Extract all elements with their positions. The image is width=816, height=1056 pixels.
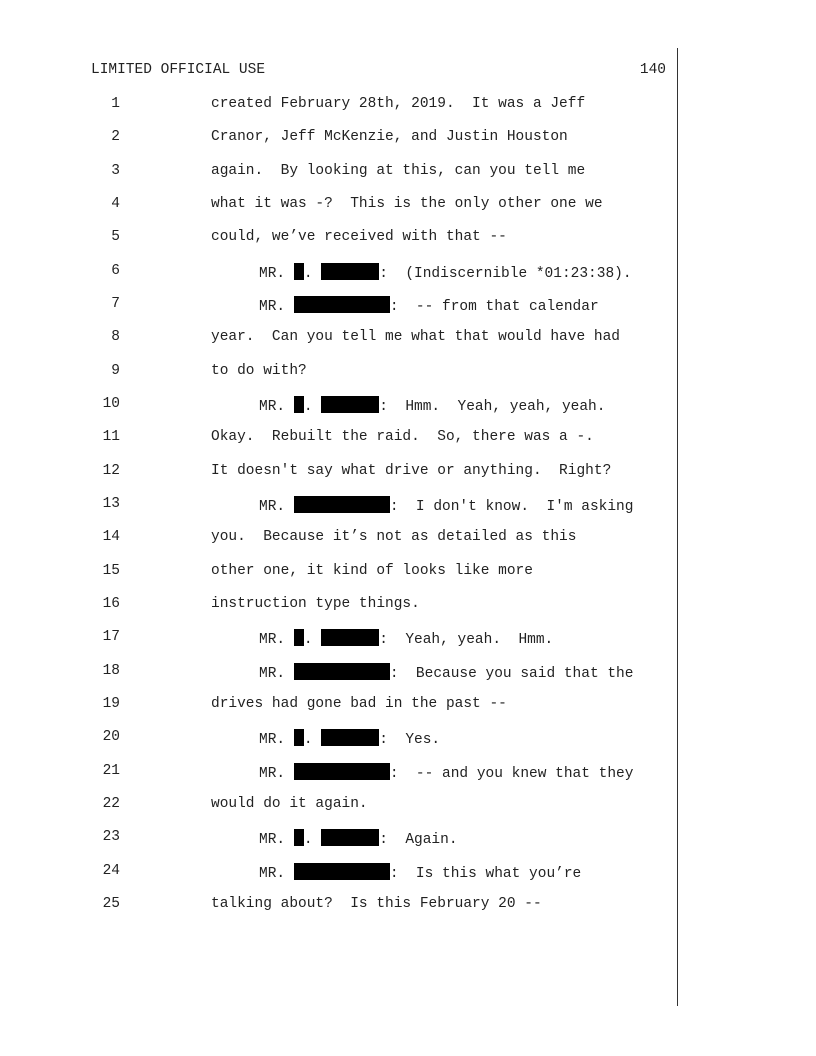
line-text: : Yeah, yeah. Hmm.	[379, 632, 554, 648]
speaker-line	[259, 296, 599, 315]
transcript-line	[0, 463, 677, 485]
line-number: 23	[102, 829, 120, 845]
line-text: what it was -? This is the only other one we	[211, 196, 603, 212]
redaction-block	[294, 296, 390, 313]
line-number: 2	[111, 129, 120, 145]
transcript-line	[0, 296, 677, 318]
redaction-block	[321, 729, 379, 746]
speaker-title: MR.	[259, 632, 286, 648]
page-number: 140	[639, 62, 666, 78]
transcript-line	[0, 363, 677, 385]
line-number: 24	[102, 863, 120, 879]
line-number: 9	[111, 363, 120, 379]
transcript-line	[0, 263, 677, 285]
line-text: to do with?	[211, 363, 307, 379]
line-text: : Yes.	[379, 732, 441, 748]
line-text: : -- and you knew that they	[389, 766, 634, 782]
line-number: 7	[111, 296, 120, 312]
transcript-line	[0, 496, 677, 518]
redaction-block	[294, 829, 304, 846]
line-text: Cranor, Jeff McKenzie, and Justin Houston	[211, 129, 568, 145]
speaker-title: MR.	[259, 499, 286, 515]
redaction-block	[321, 263, 379, 280]
speaker-line	[259, 496, 633, 515]
transcript-line	[0, 96, 677, 118]
transcript-line	[0, 596, 677, 618]
margin-rule	[677, 48, 678, 1006]
line-text: : (Indiscernible *01:23:38).	[379, 266, 632, 282]
transcript-line	[0, 229, 677, 251]
line-number: 4	[111, 196, 120, 212]
line-text: other one, it kind of looks like more	[211, 563, 533, 579]
redaction-block	[321, 629, 379, 646]
line-number: 15	[102, 563, 120, 579]
speaker-line: MR. . : Hmm. Yeah, yeah, yeah.	[259, 396, 605, 415]
line-text: you. Because it’s not as detailed as this	[211, 529, 577, 545]
transcript-line	[0, 629, 677, 651]
line-number: 19	[102, 696, 120, 712]
line-text: : I don't know. I'm asking	[389, 499, 634, 515]
transcript-line	[0, 129, 677, 151]
redaction-block	[321, 396, 379, 413]
line-number: 6	[111, 263, 120, 279]
line-text: again. By looking at this, can you tell me	[211, 163, 586, 179]
line-text: year. Can you tell me what that would have had	[211, 329, 620, 345]
redaction-block	[294, 863, 390, 880]
line-number: 12	[102, 463, 120, 479]
line-number: 5	[111, 229, 120, 245]
speaker-title: MR.	[259, 732, 286, 748]
transcript-line	[0, 329, 677, 351]
line-text: created February 28th, 2019. It was a Jeff	[211, 96, 586, 112]
line-text: It doesn't say what drive or anything. Right?	[211, 463, 612, 479]
transcript-line	[0, 163, 677, 185]
speaker-title: MR.	[259, 766, 286, 782]
line-number: 10	[102, 396, 120, 412]
transcript-line	[0, 196, 677, 218]
speaker-title: MR.	[259, 299, 286, 315]
line-number: 22	[102, 796, 120, 812]
speaker-line	[259, 663, 633, 682]
transcript-line	[0, 796, 677, 818]
line-number: 20	[102, 729, 120, 745]
transcript-line	[0, 563, 677, 585]
transcript-line	[0, 429, 677, 451]
redaction-block	[294, 729, 304, 746]
line-text: : Again.	[379, 832, 458, 848]
redaction-block	[294, 496, 390, 513]
line-text: would do it again.	[211, 796, 368, 812]
line-number: 17	[102, 629, 120, 645]
speaker-title: MR.	[259, 266, 286, 282]
line-text: : Hmm. Yeah, yeah, yeah.	[379, 399, 606, 415]
redaction-block	[294, 263, 304, 280]
line-number: 14	[102, 529, 120, 545]
classification-header: LIMITED OFFICIAL USE	[91, 62, 266, 78]
redaction-block	[294, 663, 390, 680]
redaction-block	[294, 396, 304, 413]
transcript-line	[0, 863, 677, 885]
line-text: : -- from that calendar	[389, 299, 599, 315]
line-number: 16	[102, 596, 120, 612]
speaker-line: MR. . : Yeah, yeah. Hmm.	[259, 629, 553, 648]
line-text: : Is this what you’re	[389, 866, 582, 882]
speaker-title: MR.	[259, 866, 286, 882]
transcript-line	[0, 396, 677, 418]
speaker-line	[259, 763, 633, 782]
transcript-line	[0, 829, 677, 851]
redaction-block	[321, 829, 379, 846]
speaker-title: MR.	[259, 666, 286, 682]
transcript-line	[0, 663, 677, 685]
speaker-line	[259, 863, 581, 882]
line-number: 13	[102, 496, 120, 512]
line-number: 25	[102, 896, 120, 912]
transcript-line	[0, 696, 677, 718]
line-text: Okay. Rebuilt the raid. So, there was a -.	[211, 429, 594, 445]
speaker-line: MR. . : Yes.	[259, 729, 440, 748]
line-text: : Because you said that the	[389, 666, 634, 682]
transcript-line	[0, 896, 677, 918]
line-number: 18	[102, 663, 120, 679]
transcript-line	[0, 763, 677, 785]
speaker-line: MR. . : (Indiscernible *01:23:38).	[259, 263, 632, 282]
line-number: 1	[111, 96, 120, 112]
line-number: 21	[102, 763, 120, 779]
redaction-block	[294, 763, 390, 780]
line-number: 8	[111, 329, 120, 345]
transcript-line	[0, 529, 677, 551]
speaker-title: MR.	[259, 832, 286, 848]
speaker-line: MR. . : Again.	[259, 829, 458, 848]
line-number: 3	[111, 163, 120, 179]
transcript-line	[0, 729, 677, 751]
line-number: 11	[102, 429, 120, 445]
line-text: could, we’ve received with that --	[211, 229, 507, 245]
line-text: instruction type things.	[211, 596, 420, 612]
redaction-block	[294, 629, 304, 646]
speaker-title: MR.	[259, 399, 286, 415]
line-text: drives had gone bad in the past --	[211, 696, 507, 712]
line-text: talking about? Is this February 20 --	[211, 896, 542, 912]
